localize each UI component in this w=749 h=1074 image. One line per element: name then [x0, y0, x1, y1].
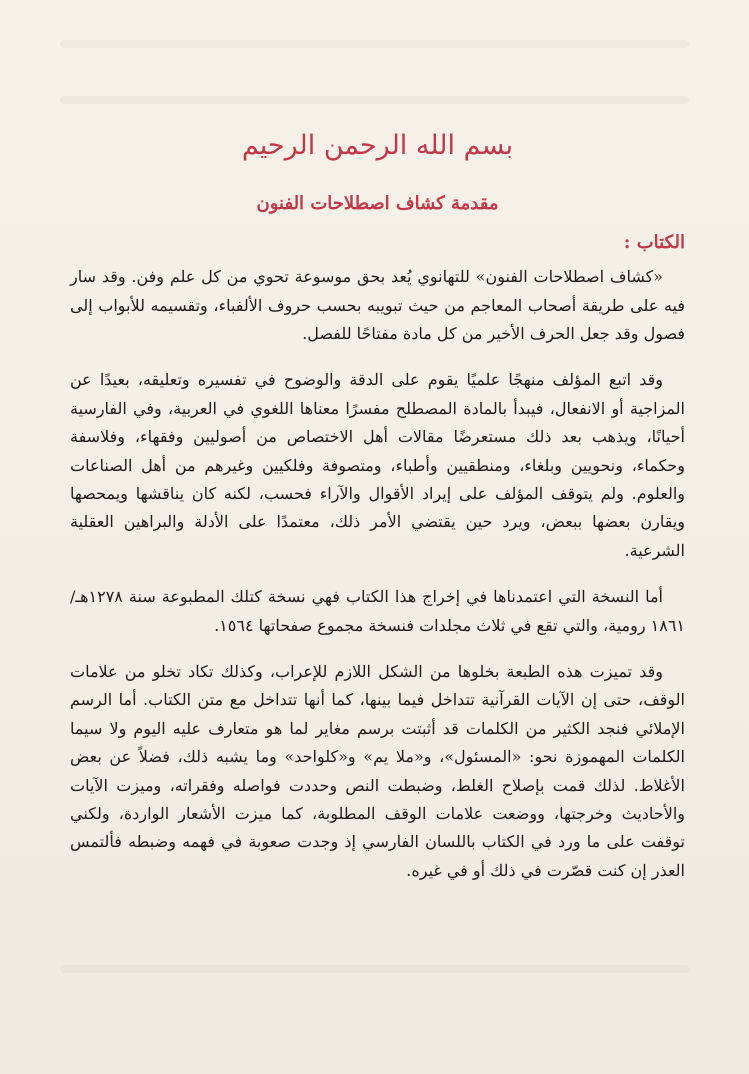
- paragraph-1: «كشاف اصطلاحات الفنون» للتهانوي يُعد بحق موسوعة تحوي من كل علم وفن. وقد سار فيه على طريقة أصحاب المعاجم من حيث تبويبه بحسب حروف الألفباء، وتقسيمه للأبواب إلى فصول وقد جعل الحرف الأخير من كل مادة مفتاحًا للفصل.: [70, 267, 685, 343]
- page-title: مقدمة كشاف اصطلاحات الفنون: [256, 193, 499, 215]
- paragraph-3: أما النسخة التي اعتمدناها في إخراج هذا الكتاب فهي نسخة كتلك المطبوعة سنة ١٢٧٨هـ/ ١٨٦١ رومية، والتي تقع في ثلاث مجلدات فنسخة مجموع صفحاتها ١٥٦٤.: [70, 587, 685, 635]
- page-content: [70, 128, 685, 903]
- show-through-line: [60, 96, 689, 104]
- show-through-line: [60, 965, 689, 973]
- paragraph-2: وقد اتبع المؤلف منهجًا علميًا يقوم على الدقة والوضوح في تفسيره وتعليقه، بعيدًا عن المزاجية أو الانفعال، فيبدأ بالمادة المصطلح مفسرًا معناها اللغوي في العربية، وفي الفارسية أحيانًا، ويذهب بعد ذلك مستعرضًا مقالات أهل الاختصاص من أصوليين وفقهاء، وفلاسفة وحكماء، ونحويين وبلغاء، ومنطقيين وأطباء، ومتصوفة وفلكيين وغيرهم من أهل الصناعات والعلوم. ولم يتوقف المؤلف على إيراد الأقوال والآراء فحسب، لكنه كان يناقشها ويمحصها ويقارن بعضها ببعض، ويرد حين يقتضي الأمر ذلك، معتمدًا على الأدلة والبراهين العقلية الشرعية.: [70, 370, 685, 560]
- paragraph-4: وقد تميزت هذه الطبعة بخلوها من الشكل اللازم للإعراب، وكذلك تكاد تخلو من علامات الوقف، حتى إن الآيات القرآنية تتداخل فيما بينها، كما أنها تتداخل مع متن الكتاب. أما الرسم الإملائي فنجد الكثير من الكلمات قد أثبتت برسم مغاير لما هو متعارف عليه اليوم ولا سيما الكلمات المهموزة نحو: «المسئول»، و«ملا يم» و«كلواحد» وما يشبه ذلك، فضلاً عن بعض الأغلاط. لذلك قمت بإصلاح الغلط، وضبطت النص وحددت فواصله وفقراته، وميزت الآيات والأحاديث وخرجتها، ووضعت علامات الوقف المطلوبة، كما ميزت الأشعار الواردة، ولكني توقفت على ما ورد في الكتاب باللسان الفارسي إذ وجدت صعوبة في فهمه وضبطه فألتمس العذر إن كنت قصّرت في ذلك أو في غيره.: [70, 661, 685, 880]
- section-heading: الكتاب :: [623, 232, 685, 254]
- show-through-line: [60, 40, 689, 48]
- basmala: بسم الله الرحمن الرحيم: [241, 130, 514, 161]
